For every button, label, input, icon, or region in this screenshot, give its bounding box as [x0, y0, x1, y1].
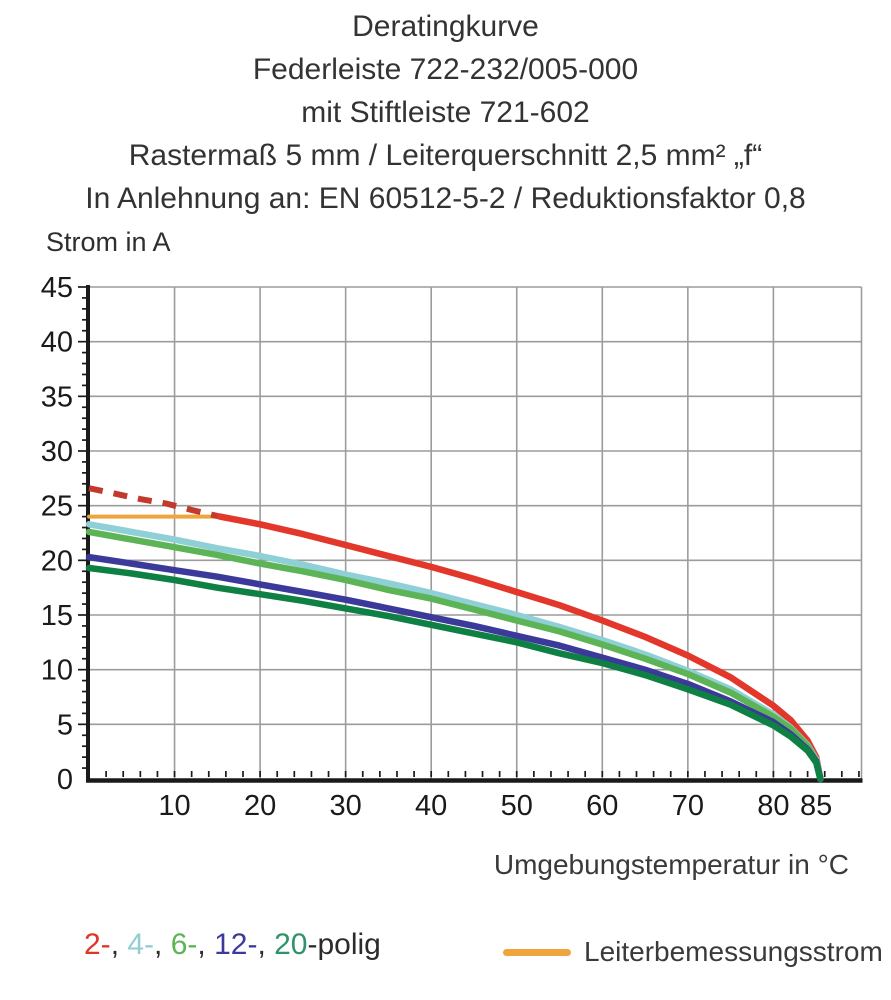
y-tick-label: 15 [40, 600, 73, 632]
curve-6-polig [89, 532, 820, 779]
y-tick-label: 10 [40, 654, 73, 687]
poles-legend-part: 2- [84, 928, 111, 961]
x-tick-label: 20 [243, 790, 277, 822]
y-tick-label: 0 [56, 764, 73, 796]
rated-current-swatch [503, 949, 571, 956]
poles-legend-part: 6- [170, 928, 198, 961]
title-line-5: In Anlehnung an: EN 60512-5-2 / Reduktionsfaktor 0,8 [85, 182, 806, 215]
y-tick-label: 40 [40, 326, 73, 359]
x-tick-label: 70 [671, 790, 704, 822]
title-line-1: Deratingkurve [352, 10, 539, 43]
curves [89, 488, 820, 779]
curve-4-polig [89, 524, 820, 779]
y-tick-label: 45 [40, 272, 73, 304]
x-tick-label: 85 [800, 790, 833, 822]
x-tick-label: 80 [757, 790, 790, 822]
rated-current-legend [503, 936, 883, 968]
curve-2-polig [220, 517, 821, 779]
y-tick-label: 5 [56, 709, 73, 742]
poles-legend [84, 928, 381, 962]
rated-current-label: Leiterbemessungsstrom [584, 936, 883, 967]
x-axis-title: Umgebungstemperatur in °C [493, 849, 849, 880]
poles-legend-part: 20 [274, 928, 308, 961]
poles-legend-part: -polig [307, 928, 381, 961]
x-tick-label: 60 [586, 790, 619, 822]
y-tick-label: 30 [40, 436, 73, 468]
x-tick-label: 10 [158, 790, 191, 822]
poles-legend-part: , [257, 928, 275, 961]
poles-legend-part: , [154, 928, 171, 961]
title-line-4: Rastermaß 5 mm / Leiterquerschnitt 2,5 mm² „f“ [128, 139, 763, 172]
y-tick-label: 35 [40, 381, 73, 414]
poles-legend-part: , [110, 928, 128, 961]
title-line-3: mit Stiftleiste 721-602 [301, 96, 590, 129]
curve-2-polig-oberhalb-bemessungsstrom [89, 488, 220, 516]
poles-legend-part: 4- [127, 928, 155, 961]
y-tick-label: 25 [40, 490, 73, 523]
title-line-2: Federleiste 722-232/005-000 [252, 53, 639, 86]
poles-legend-part: 12- [214, 928, 258, 961]
x-tick-label: 30 [329, 790, 362, 822]
x-tick-label: 40 [415, 790, 448, 822]
y-tick-label: 20 [40, 545, 73, 578]
x-tick-label: 50 [500, 790, 533, 822]
poles-legend-part: , [197, 928, 215, 961]
y-axis-title: Strom in A [46, 227, 171, 257]
